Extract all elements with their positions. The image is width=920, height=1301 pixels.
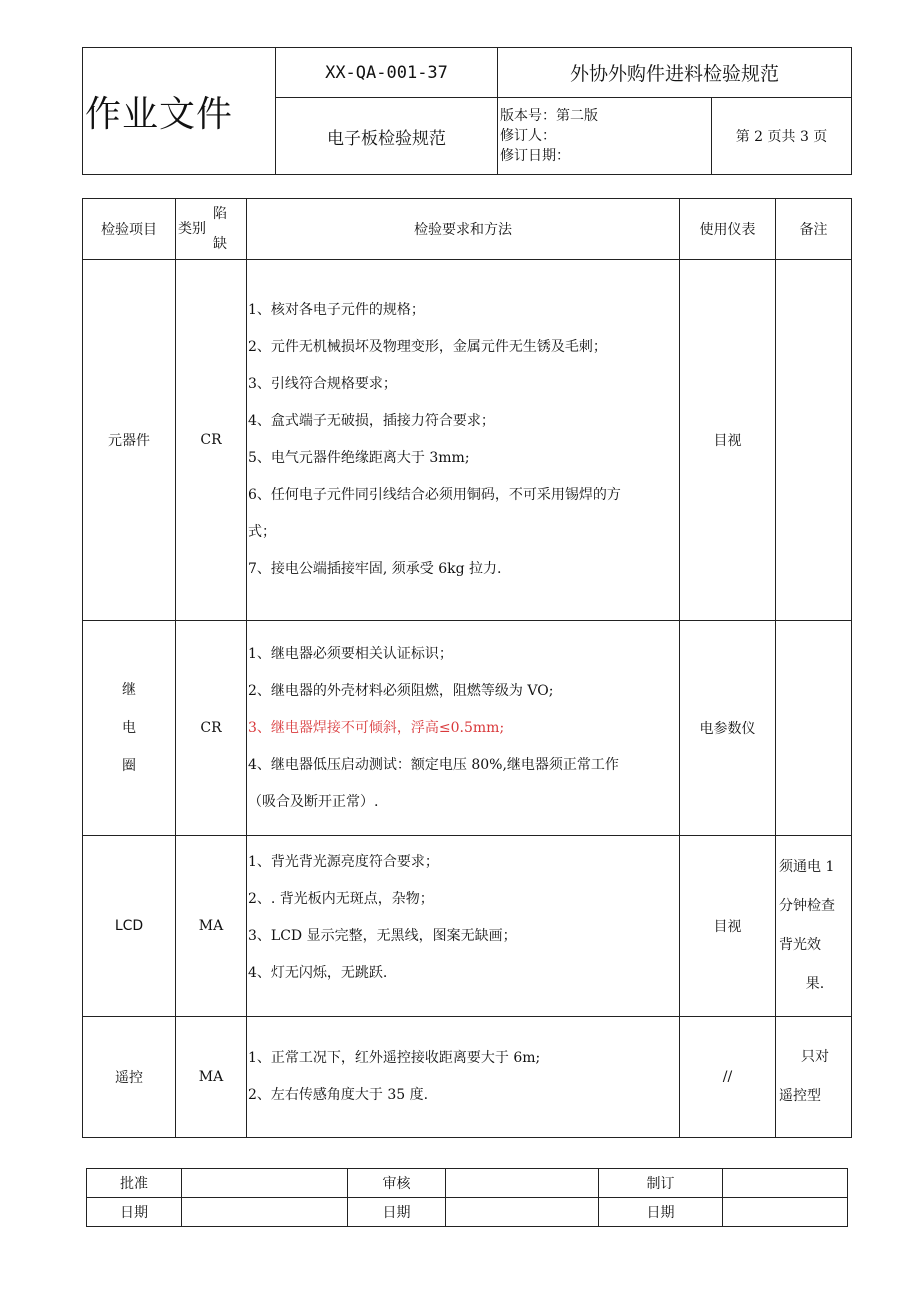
requirement-line: 6、任何电子元件同引线结合必须用铜码，不可采用锡焊的方 [248, 487, 621, 503]
row-note [776, 260, 852, 621]
inspection-table [82, 198, 852, 1138]
row-requirements [247, 260, 680, 621]
table-row [83, 621, 852, 836]
review-field[interactable] [446, 1169, 599, 1198]
date-label: 日期 [87, 1198, 182, 1227]
row-instrument: 目视 [680, 836, 776, 1017]
row-item: LCD [83, 836, 176, 1017]
row-defect: CR [176, 621, 247, 836]
row-item-line: 圈 [122, 758, 136, 774]
row-note [776, 621, 852, 836]
col-method: 检验要求和方法 [247, 199, 680, 260]
signature-table [86, 1168, 848, 1227]
requirement-line: 3、LCD 显示完整，无黑线，图案无缺画； [248, 928, 517, 944]
doc-meta [498, 98, 712, 175]
row-item: 遥控 [83, 1017, 176, 1138]
row-defect: CR [176, 260, 247, 621]
row-requirements [247, 1017, 680, 1138]
col-item: 检验项目 [83, 199, 176, 260]
table-row [83, 836, 852, 1017]
col-defect-top: 陷 [213, 205, 227, 222]
row-note [776, 1017, 852, 1138]
reviser-label: 修订人： [500, 128, 556, 144]
doc-code: XX-QA-001-37 [276, 48, 498, 98]
review-date-field[interactable] [446, 1198, 599, 1227]
approve-date-field[interactable] [182, 1198, 348, 1227]
date-label: 日期 [348, 1198, 446, 1227]
note-line: 只对 [801, 1049, 829, 1065]
requirement-line-highlight: 3、继电器焊接不可倾斜，浮高≤0.5mm; [248, 719, 505, 736]
row-item: 元器件 [83, 260, 176, 621]
requirement-line: 3、引线符合规格要求； [248, 376, 397, 392]
make-label: 制订 [599, 1169, 723, 1198]
col-note: 备注 [776, 199, 852, 260]
requirement-line: 2、左右传感角度大于 35 度. [248, 1087, 429, 1103]
make-field[interactable] [723, 1169, 848, 1198]
note-line: 分钟检查 [779, 898, 835, 914]
header-table [82, 47, 852, 175]
row-item-line: 继 [122, 682, 136, 698]
requirement-line: 5、电气元器件绝缘距离大于 3mm; [248, 450, 470, 466]
requirement-line: 4、继电器低压启动测试：额定电压 80%,继电器须正常工作 [248, 756, 619, 773]
revise-date-label: 修订日期： [500, 148, 570, 164]
row-instrument: 电参数仪 [680, 621, 776, 836]
row-item-line: 电 [122, 720, 136, 736]
note-line: 果. [805, 976, 825, 992]
row-item [83, 621, 176, 836]
requirement-line: 4、灯无闪烁，无跳跃. [248, 965, 388, 981]
requirement-line: （吸合及断开正常）. [248, 793, 379, 810]
row-defect: MA [176, 836, 247, 1017]
page-info: 第 2 页共 3 页 [712, 98, 852, 175]
note-line: 遥控型 [779, 1088, 821, 1104]
requirement-line: 1、核对各电子元件的规格； [248, 302, 425, 318]
requirement-line: 1、背光背光源亮度符合要求； [248, 854, 439, 870]
requirement-line: 2、. 背光板内无斑点，杂物； [248, 891, 434, 907]
approve-field[interactable] [182, 1169, 348, 1198]
row-requirements [247, 836, 680, 1017]
make-date-field[interactable] [723, 1198, 848, 1227]
requirement-line: 1、继电器必须要相关认证标识； [248, 645, 453, 662]
review-label: 审核 [348, 1169, 446, 1198]
col-defect [176, 199, 247, 260]
col-instrument: 使用仪表 [680, 199, 776, 260]
doc-title: 外协外购件进料检验规范 [498, 48, 852, 98]
note-line: 须通电 1 [779, 859, 835, 875]
note-line: 背光效 [779, 937, 821, 953]
version-label: 版本号：第二版 [500, 108, 598, 124]
row-requirements [247, 621, 680, 836]
table-row [83, 1017, 852, 1138]
requirement-line: 式； [248, 524, 276, 540]
requirement-line: 1、正常工况下，红外遥控接收距离要大于 6m; [248, 1050, 541, 1066]
requirement-line: 2、元件无机械损坏及物理变形，金属元件无生锈及毛刺； [248, 339, 607, 355]
requirement-line: 2、继电器的外壳材料必须阻燃，阻燃等级为 VO; [248, 682, 554, 699]
row-defect: MA [176, 1017, 247, 1138]
row-instrument: // [680, 1017, 776, 1138]
requirement-line: 7、接电公端插接牢固, 须承受 6kg 拉力. [248, 561, 502, 577]
doc-type: 作业文件 [83, 48, 276, 175]
row-instrument: 目视 [680, 260, 776, 621]
approve-label: 批准 [87, 1169, 182, 1198]
table-header-row [83, 199, 852, 260]
date-label: 日期 [599, 1198, 723, 1227]
col-defect-mid: 类别 [178, 220, 206, 237]
row-note [776, 836, 852, 1017]
requirement-line: 4、盒式端子无破损，插接力符合要求； [248, 413, 495, 429]
doc-subtitle: 电子板检验规范 [276, 98, 498, 175]
table-row [83, 260, 852, 621]
col-defect-bottom: 缺 [213, 235, 227, 252]
